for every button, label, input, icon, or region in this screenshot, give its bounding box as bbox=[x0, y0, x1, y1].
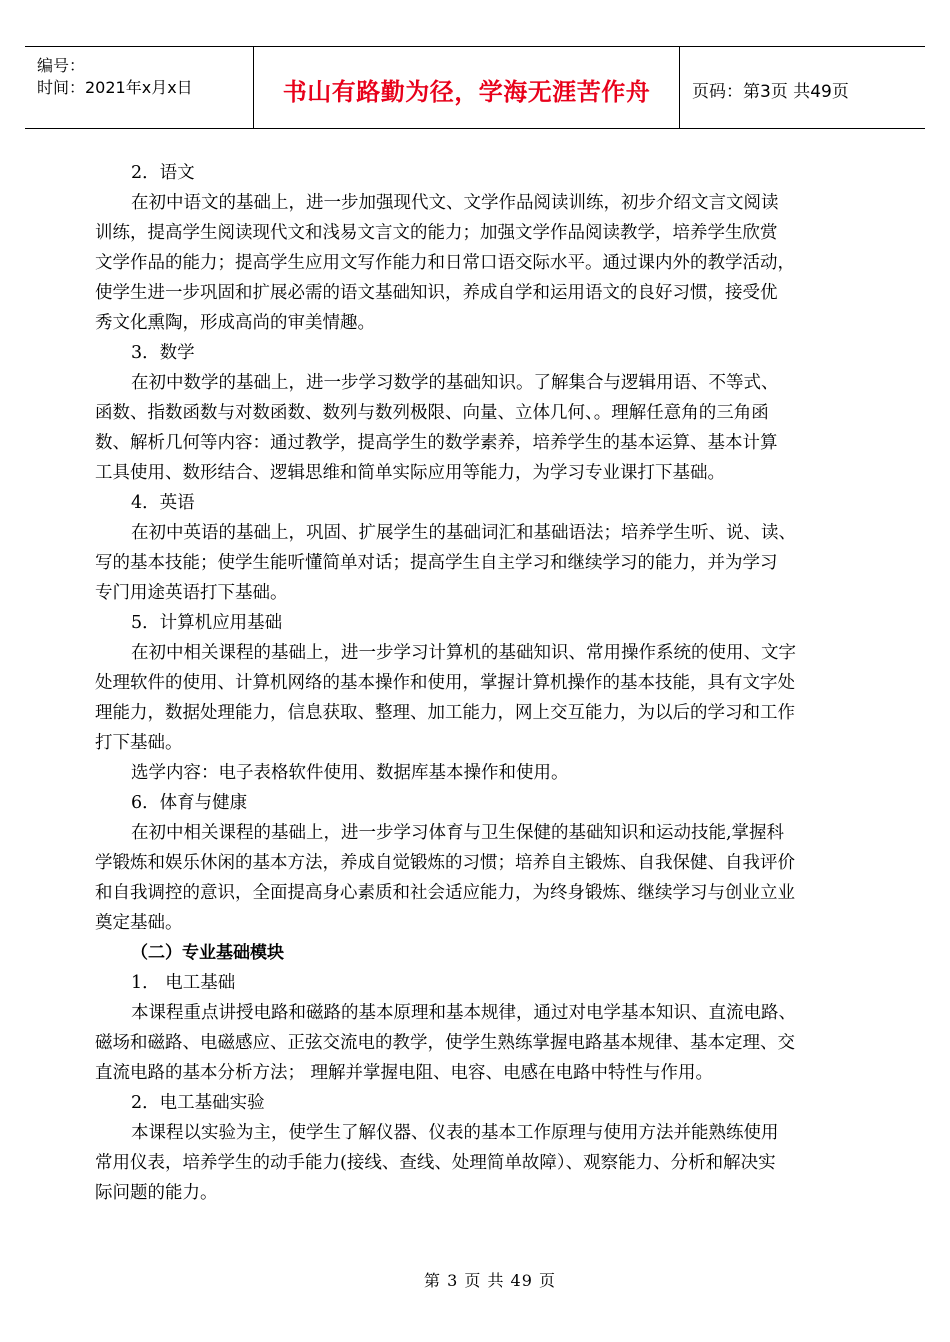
section-heading: （二）专业基础模块 bbox=[131, 943, 284, 963]
section-heading: 1． 电工基础 bbox=[131, 973, 236, 993]
text-line: 数、解析几何等内容：通过教学，提高学生的数学素养，培养学生的基本运算、基本计算 bbox=[95, 433, 778, 453]
text-line: 函数、指数函数与对数函数、数列与数列极限、向量、立体几何、。理解任意角的三角函 bbox=[95, 403, 769, 423]
text-line: 秀文化熏陶，形成高尚的审美情趣。 bbox=[95, 313, 375, 333]
text-line: 奠定基础。 bbox=[95, 913, 183, 933]
header-motto: 书山有路勤为径，学海无涯苦作舟 bbox=[254, 47, 680, 128]
text-line: 学锻炼和娱乐休闲的基本方法，养成自觉锻炼的习惯；培养自主锻炼、自我保健、自我评价 bbox=[95, 853, 795, 873]
text-line: 写的基本技能；使学生能听懂简单对话；提高学生自主学习和继续学习的能力，并为学习 bbox=[95, 553, 778, 573]
header-page-number: 页码：第3页 共49页 bbox=[692, 82, 849, 102]
header-meta-cell bbox=[25, 47, 254, 128]
text-line: 在初中相关课程的基础上，进一步学习体育与卫生保健的基础知识和运动技能,掌握科 bbox=[131, 823, 785, 843]
section-heading: 5．计算机应用基础 bbox=[131, 613, 283, 633]
section-heading: 3．数学 bbox=[131, 343, 195, 363]
document-time-label: 时间：2021年x月x日 bbox=[37, 78, 193, 97]
text-line: 和自我调控的意识，全面提高身心素质和社会适应能力，为终身锻炼、继续学习与创业立业 bbox=[95, 883, 795, 903]
document-body bbox=[95, 158, 865, 1208]
section-heading: 2．电工基础实验 bbox=[131, 1093, 265, 1113]
text-line: 处理软件的使用、计算机网络的基本操作和使用，掌握计算机操作的基本技能，具有文字处 bbox=[95, 673, 795, 693]
text-line: 常用仪表，培养学生的动手能力(接线、查线、处理简单故障）、观察能力、分析和解决实 bbox=[95, 1153, 776, 1173]
section-heading: 2．语文 bbox=[131, 163, 195, 183]
section-heading: 4．英语 bbox=[131, 493, 195, 513]
text-line: 在初中相关课程的基础上，进一步学习计算机的基础知识、常用操作系统的使用、文字 bbox=[131, 643, 796, 663]
text-line: 使学生进一步巩固和扩展必需的语文基础知识，养成自学和运用语文的良好习惯，接受优 bbox=[95, 283, 778, 303]
text-line: 在初中语文的基础上，进一步加强现代文、文学作品阅读训练，初步介绍文言文阅读 bbox=[131, 193, 779, 213]
text-line: 打下基础。 bbox=[95, 733, 183, 753]
text-line: 文学作品的能力；提高学生应用文写作能力和日常口语交际水平。通过课内外的教学活动， bbox=[95, 253, 795, 273]
text-line: 在初中数学的基础上，进一步学习数学的基础知识。了解集合与逻辑用语、不等式、 bbox=[131, 373, 779, 393]
text-line: 本课程重点讲授电路和磁路的基本原理和基本规律，通过对电学基本知识、直流电路、 bbox=[131, 1003, 796, 1023]
text-line: 专门用途英语打下基础。 bbox=[95, 583, 288, 603]
text-line: 磁场和磁路、电磁感应、正弦交流电的教学，使学生熟练掌握电路基本规律、基本定理、交 bbox=[95, 1033, 795, 1053]
page-footer: 第 3 页 共 49 页 bbox=[424, 1271, 556, 1290]
text-line: 在初中英语的基础上，巩固、扩展学生的基础词汇和基础语法；培养学生听、说、读、 bbox=[131, 523, 796, 543]
text-line: 本课程以实验为主，使学生了解仪器、仪表的基本工作原理与使用方法并能熟练使用 bbox=[131, 1123, 779, 1143]
section-heading: 6．体育与健康 bbox=[131, 793, 248, 813]
text-line: 训练，提高学生阅读现代文和浅易文言文的能力；加强文学作品阅读教学，培养学生欣赏 bbox=[95, 223, 778, 243]
document-number-label: 编号： bbox=[37, 56, 86, 75]
text-line: 际问题的能力。 bbox=[95, 1183, 218, 1203]
text-line: 选学内容：电子表格软件使用、数据库基本操作和使用。 bbox=[131, 763, 569, 783]
text-line: 工具使用、数形结合、逻辑思维和简单实际应用等能力，为学习专业课打下基础。 bbox=[95, 463, 725, 483]
text-line: 直流电路的基本分析方法； 理解并掌握电阻、电容、电感在电路中特性与作用。 bbox=[95, 1063, 714, 1083]
page-header bbox=[25, 46, 925, 129]
text-line: 理能力，数据处理能力，信息获取、整理、加工能力，网上交互能力，为以后的学习和工作 bbox=[95, 703, 795, 723]
